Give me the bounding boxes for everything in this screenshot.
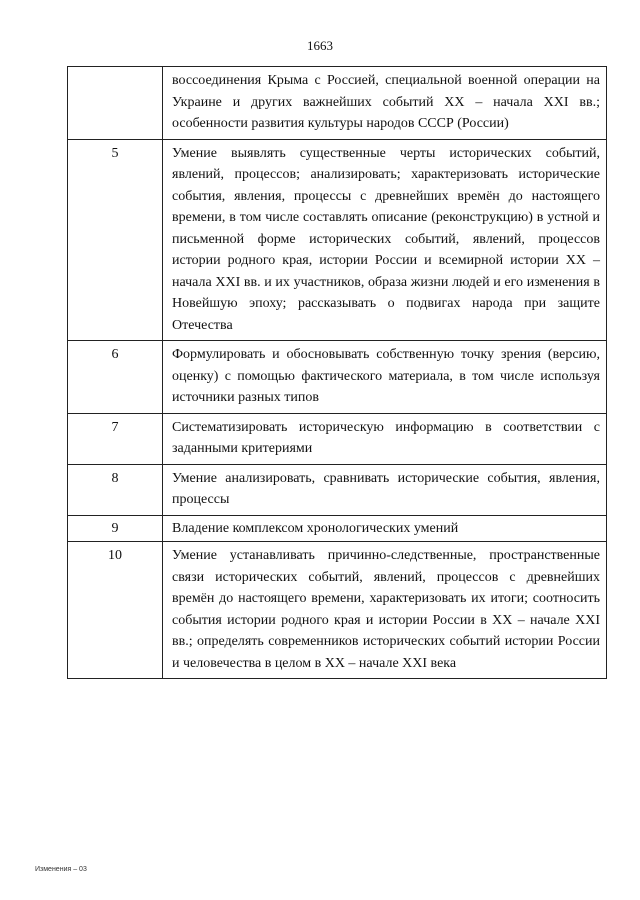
table-row bbox=[68, 139, 607, 341]
row-text: Владение комплексом хронологических умений bbox=[163, 515, 607, 542]
row-number: 6 bbox=[68, 341, 163, 414]
row-text: Умение устанавливать причинно-следственные, пространственные связи исторических событий, явлений, процессов с древнейших времён до настоящего времени, характеризовать их итоги; соотносить события истории родного края и истории России в XX – начале XXI вв.; определять современников исторических событий истории России и человечества в целом в XX – начале XXI века bbox=[163, 542, 607, 679]
row-number: 5 bbox=[68, 139, 163, 341]
row-number bbox=[68, 67, 163, 140]
row-text: Формулировать и обосновывать собственную точку зрения (версию, оценку) с помощью фактического материала, в том числе используя источники разных типов bbox=[163, 341, 607, 414]
table-row bbox=[68, 542, 607, 679]
table-row bbox=[68, 464, 607, 515]
row-text: Умение выявлять существенные черты исторических событий, явлений, процессов; анализировать; характеризовать исторические события, явления, процессы с древнейших времён до настоящего времени, в том числе составлять описание (реконструкцию) в устной и письменной форме исторических событий, явлений, процессов истории родного края, истории России и всемирной истории XX – начала XXI вв. и их участников, образа жизни людей и его изменения в Новейшую эпоху; рассказывать о подвигах народа при защите Отечества bbox=[163, 139, 607, 341]
row-text: воссоединения Крыма с Россией, специальной военной операции на Украине и других важнейших событий XX – начала XXI вв.; особенности развития культуры народов СССР (России) bbox=[163, 67, 607, 140]
table-row bbox=[68, 67, 607, 140]
requirements-table bbox=[67, 66, 607, 679]
footer-note: Изменения – 03 bbox=[35, 866, 87, 873]
row-number: 9 bbox=[68, 515, 163, 542]
row-number: 10 bbox=[68, 542, 163, 679]
table-row bbox=[68, 515, 607, 542]
table-row bbox=[68, 413, 607, 464]
row-number: 7 bbox=[68, 413, 163, 464]
row-text: Умение анализировать, сравнивать исторические события, явления, процессы bbox=[163, 464, 607, 515]
table-row bbox=[68, 341, 607, 414]
page-number: 1663 bbox=[307, 38, 333, 53]
row-text: Систематизировать историческую информацию в соответствии с заданными критериями bbox=[163, 413, 607, 464]
row-number: 8 bbox=[68, 464, 163, 515]
